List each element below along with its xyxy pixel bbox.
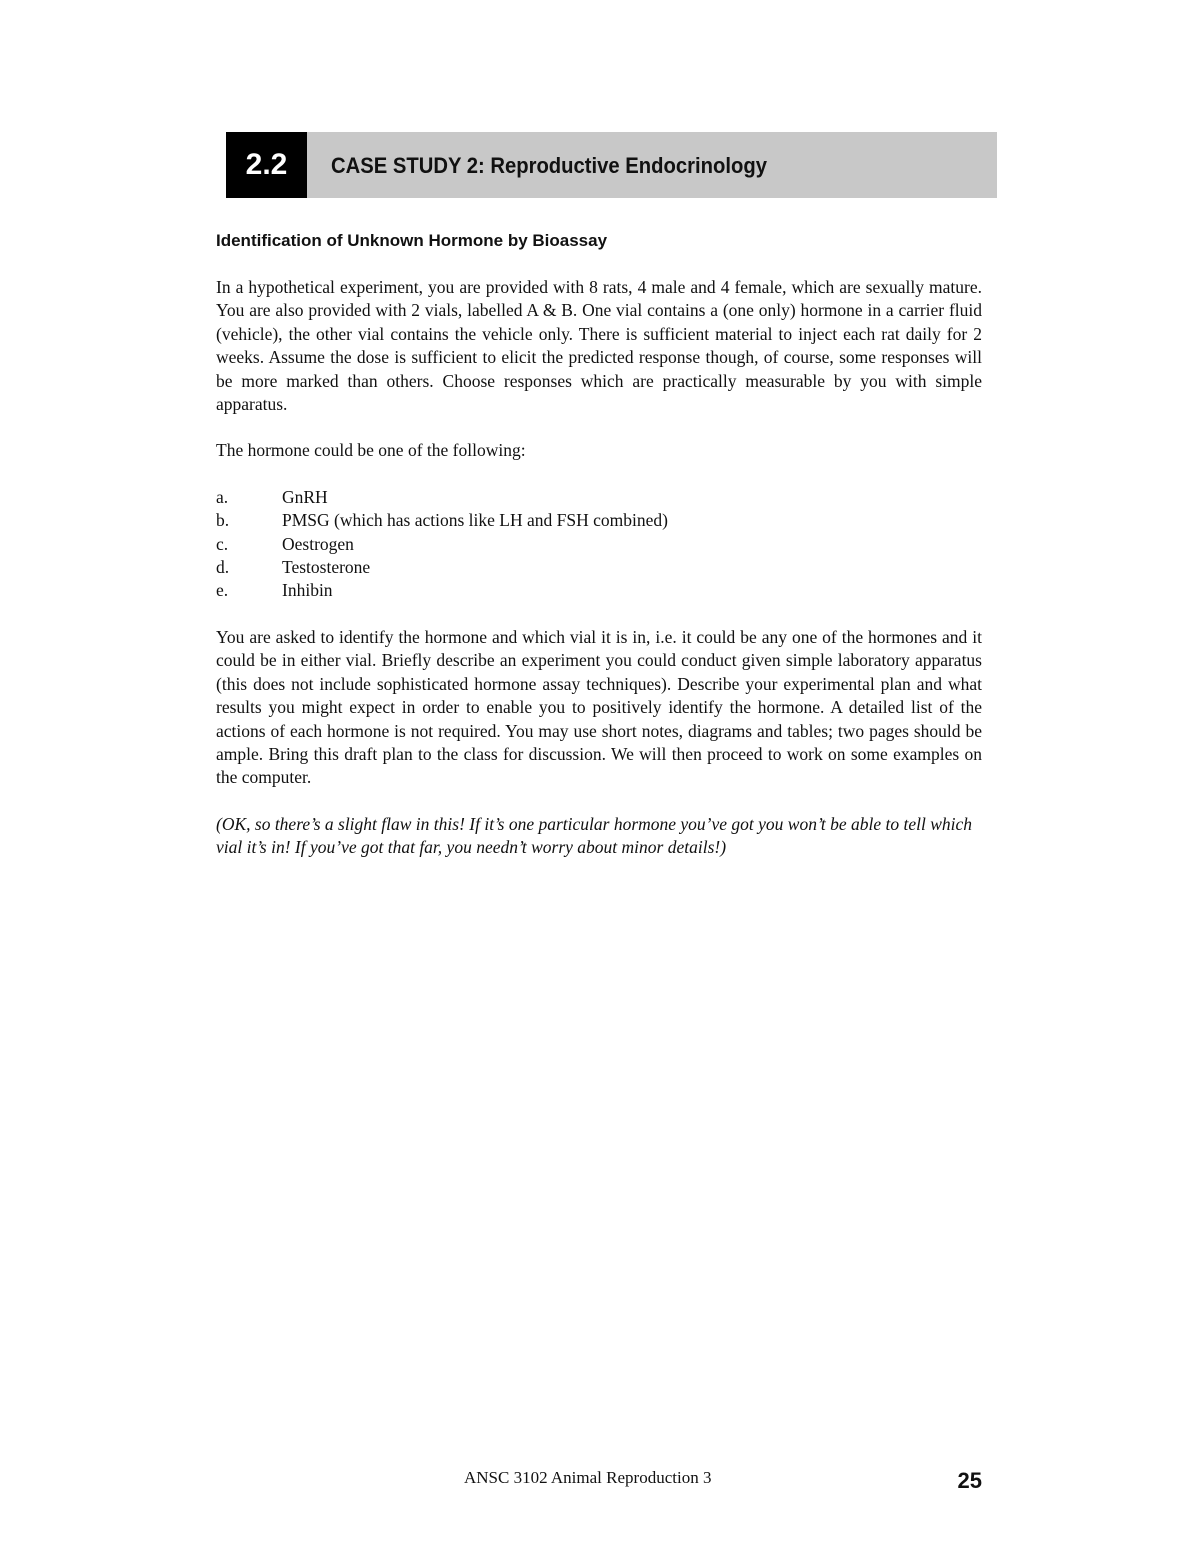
list-item-text: GnRH <box>282 486 328 507</box>
intro-paragraph: In a hypothetical experiment, you are provided with 8 rats, 4 male and 4 female, which are sexually mature. You are also provided with 2 vials, labelled A & B. One vial contains a (one only) hormone in a carrier fluid (vehicle), the other vial contains the vehicle only. There is sufficient material to inject each rat daily for 2 weeks. Assume the dose is sufficient to elicit the predicted response though, of course, some responses will be more marked than others. Choose responses which are practically measurable by you with simple apparatus. <box>216 277 982 415</box>
list-item-letter: e. <box>216 580 229 601</box>
list-item-text: Testosterone <box>282 557 371 578</box>
list-item <box>216 509 982 532</box>
list-intro: The hormone could be one of the following: <box>216 440 526 461</box>
section-title: CASE STUDY 2: Reproductive Endocrinology <box>331 153 767 178</box>
list-item <box>216 486 982 509</box>
page-number: 25 <box>957 1468 982 1493</box>
italic-note: (OK, so there’s a slight flaw in this! If it’s one particular hormone you’ve got you won’t be able to tell which vial it’s in! If you’ve got that far, you needn’t worry about minor details!) <box>216 813 973 858</box>
section-header <box>226 132 997 198</box>
list-item-text: Inhibin <box>282 580 333 601</box>
section-number: 2.2 <box>226 132 307 198</box>
footer-course: ANSC 3102 Animal Reproduction 3 <box>464 1468 712 1487</box>
list-item-letter: c. <box>216 533 229 554</box>
list-item-letter: a. <box>216 486 229 507</box>
subheading: Identification of Unknown Hormone by Bioassay <box>216 231 608 250</box>
list-item-letter: d. <box>216 557 230 578</box>
list-item-text: PMSG (which has actions like LH and FSH combined) <box>282 510 668 531</box>
list-item-text: Oestrogen <box>282 533 354 554</box>
list-item <box>216 556 982 579</box>
page-content <box>216 229 982 860</box>
list-item <box>216 579 982 602</box>
list-item <box>216 533 982 556</box>
task-paragraph: You are asked to identify the hormone and which vial it is in, i.e. it could be any one of the hormones and it could be in either vial. Briefly describe an experiment you could conduct given simple laboratory apparatus (this does not include sophisticated hormone assay techniques). Describe your experimental plan and what results you might expect in order to enable you to positively identify the hormone. A detailed list of the actions of each hormone is not required. You may use short notes, diagrams and tables; two pages should be ample. Bring this draft plan to the class for discussion. We will then proceed to work on some examples on the computer. <box>216 626 982 788</box>
hormone-options-list <box>216 486 982 603</box>
list-item-letter: b. <box>216 510 230 531</box>
